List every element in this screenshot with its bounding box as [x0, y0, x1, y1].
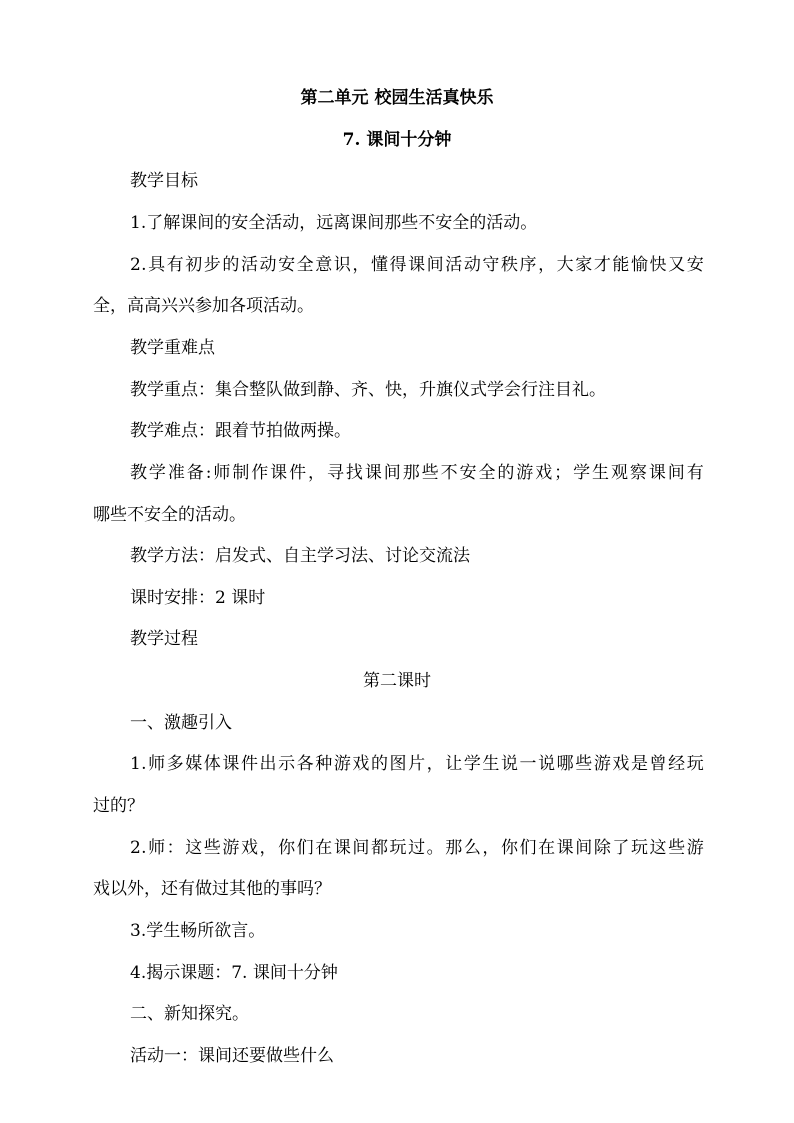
paragraph-line: 过的？: [93, 796, 144, 816]
paragraph-line: 2.具有初步的活动安全意识，懂得课间活动守秩序，大家才能愉快又安: [130, 255, 704, 275]
paragraph-line: 1.师多媒体课件出示各种游戏的图片，让学生说一说哪些游戏是曾经玩: [130, 754, 704, 774]
section-heading-intro: 一、激趣引入: [130, 713, 232, 733]
session-heading: 第二课时: [363, 671, 431, 691]
section-heading-exploration: 二、新知探究。: [130, 1004, 249, 1024]
section-heading-key-points: 教学重难点: [130, 338, 215, 358]
paragraph-line: 哪些不安全的活动。: [93, 505, 246, 525]
paragraph-line: 活动一：课间还要做些什么: [130, 1046, 334, 1066]
paragraph-line: 课时安排：2 课时: [130, 588, 266, 608]
paragraph-line: 教学难点：跟着节拍做两操。: [130, 421, 351, 441]
paragraph-line: 1.了解课间的安全活动，远离课间那些不安全的活动。: [130, 213, 538, 233]
paragraph-line: 2.师：这些游戏，你们在课间都玩过。那么，你们在课间除了玩这些游: [130, 838, 704, 858]
unit-title: 第二单元 校园生活真快乐: [300, 88, 494, 108]
paragraph-line: 教学准备:师制作课件，寻找课间那些不安全的游戏；学生观察课间有: [130, 463, 704, 483]
paragraph-line: 4.揭示课题：7. 课间十分钟: [130, 963, 338, 983]
paragraph-line: 戏以外，还有做过其他的事吗？: [93, 879, 331, 899]
lesson-title: 7. 课间十分钟: [342, 130, 452, 150]
paragraph-line: 教学重点：集合整队做到静、齐、快，升旗仪式学会行注目礼。: [130, 380, 606, 400]
section-heading-objectives: 教学目标: [130, 171, 198, 191]
paragraph-line: 3.学生畅所欲言。: [130, 921, 266, 941]
paragraph-line: 全，高高兴兴参加各项活动。: [93, 296, 314, 316]
section-heading-process: 教学过程: [130, 629, 198, 649]
paragraph-line: 教学方法：启发式、自主学习法、讨论交流法: [130, 546, 470, 566]
